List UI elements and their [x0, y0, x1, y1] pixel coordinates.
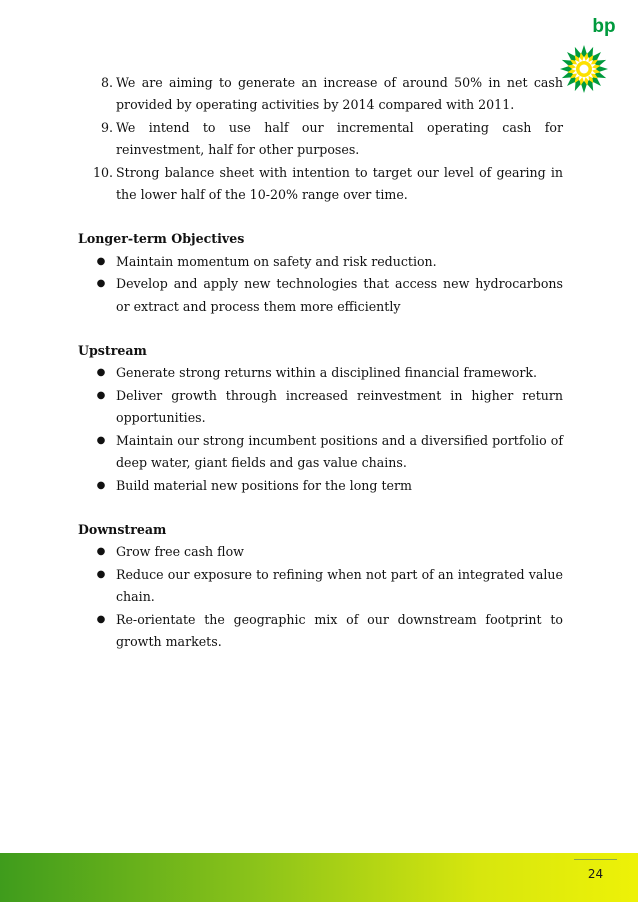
section-downstream — [78, 519, 563, 653]
list-item — [78, 541, 563, 563]
list-item — [78, 430, 563, 475]
list-item-text: Grow free cash flow — [116, 544, 244, 560]
item-number: 10. — [92, 164, 113, 180]
item-number: 8. — [100, 75, 113, 90]
bullet-icon: ● — [96, 255, 106, 267]
numbered-list — [78, 72, 563, 206]
page-number: 24 — [587, 867, 604, 881]
list-item — [78, 362, 563, 384]
list-item — [78, 609, 563, 654]
helios-icon — [560, 45, 608, 93]
document-body — [78, 72, 563, 653]
bullet-icon: ● — [96, 568, 106, 580]
footer-bar — [0, 853, 638, 902]
item-text: We are aiming to generate an increase of around 50% in net cash provided by operating activities by 2014 compared with 2011. — [116, 75, 563, 113]
list-item — [78, 475, 563, 497]
list-item-text: Reduce our exposure to refining when not part of an integrated value chain. — [116, 566, 563, 605]
bullet-icon: ● — [96, 367, 106, 379]
list-item — [78, 564, 563, 609]
list-item-text: Develop and apply new technologies that access new hydrocarbons or extract and process them more efficiently — [116, 276, 563, 314]
bp-logo-text: bp — [592, 16, 616, 37]
list-item-text: Re-orientate the geographic mix of our downstream footprint to growth markets. — [116, 611, 563, 649]
item-text: Strong balance sheet with intention to target our level of gearing in the lower half of the 10-20% range over time. — [116, 164, 563, 203]
item-text: We intend to use half our incremental operating cash for reinvestment, half for other purposes. — [116, 119, 563, 158]
bullet-icon: ● — [96, 434, 106, 446]
bullet-icon: ● — [96, 613, 106, 625]
page-number-box — [574, 859, 617, 882]
list-item-text: Maintain momentum on safety and risk reduction. — [116, 253, 437, 269]
bullet-icon: ● — [96, 479, 106, 491]
list-item-text: Build material new positions for the long term — [116, 477, 412, 493]
section-heading: Upstream — [78, 343, 147, 359]
numbered-item-9 — [78, 117, 563, 162]
list-item-text: Maintain our strong incumbent positions and a diversified portfolio of deep water, giant fields and gas value chains. — [116, 432, 563, 471]
section-heading: Longer-term Objectives — [78, 231, 245, 247]
section-longer-term-objectives — [78, 228, 563, 318]
list-item — [78, 385, 563, 430]
bullet-icon: ● — [96, 278, 106, 290]
list-item-text: Generate strong returns within a disciplined financial framework. — [116, 365, 538, 381]
list-item — [78, 273, 563, 318]
section-heading: Downstream — [78, 521, 167, 537]
list-item — [78, 251, 563, 273]
bullet-icon: ● — [96, 389, 106, 401]
numbered-item-10 — [78, 162, 563, 207]
bullet-icon: ● — [96, 546, 106, 558]
section-upstream — [78, 340, 563, 497]
list-item-text: Deliver growth through increased reinvestment in higher return opportunities. — [116, 387, 563, 426]
item-number: 9. — [100, 119, 113, 135]
numbered-item-8 — [78, 72, 563, 117]
